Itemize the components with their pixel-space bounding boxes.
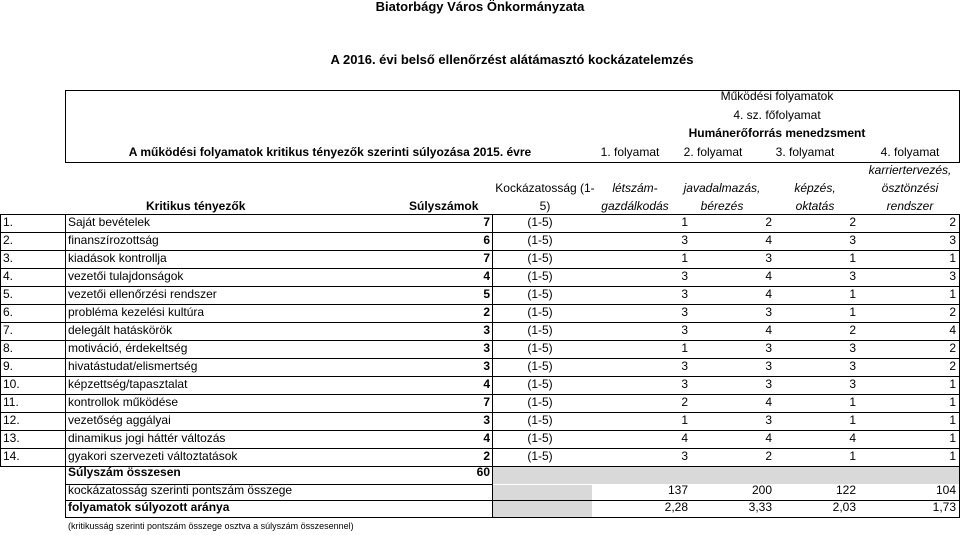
proc-4-value: 1 [949,251,956,265]
proc-2-value: 3 [765,359,772,373]
proc-4-value: 1 [949,431,956,445]
pontszam-value-2: 200 [751,483,772,497]
proc-3-value: 3 [849,269,856,283]
row-number: 14. [3,449,20,463]
proc-4-name-l3: rendszer [886,199,934,213]
row-number: 9. [3,359,14,373]
sulyozott-value-4: 1,73 [932,500,956,514]
row-number: 4. [3,269,14,283]
pontszam-value-4: 104 [935,483,956,497]
proc-2-value: 3 [765,377,772,391]
factor-name: vezetői ellenőrzési rendszer [68,287,217,301]
factor-name: vezetői tulajdonságok [68,269,184,283]
kockazatossag-header-1: Kockázatosság (1- [495,181,595,195]
proc-1-name-l2: létszám- [612,181,658,195]
proc-4-value: 2 [949,341,956,355]
proc-2-value: 3 [765,305,772,319]
sulyszam-osszesen-label: Súlyszám összesen [68,465,181,479]
header-sulyozas-title: A működési folyamatok kritikus tényezők szerinti súlyozása 2015. évre [128,145,532,159]
weight-value: 4 [483,431,490,445]
sulyozott-label: folyamatok súlyozott aránya [68,500,230,514]
factor-name: dinamikus jogi háttér változás [68,431,226,445]
proc-4-value: 1 [949,413,956,427]
proc-2-value: 4 [765,287,772,301]
factor-name: Saját bevételek [68,215,151,229]
proc-1-value: 1 [681,413,688,427]
row-number: 8. [3,341,14,355]
sulyszamok-header: Súlyszámok [409,199,479,213]
row-number: 2. [3,233,14,247]
range-label: (1-5) [527,395,553,409]
proc-1-value: 1 [681,341,688,355]
proc-1-value: 1 [681,215,688,229]
factor-name: gyakori szervezeti változtatások [68,449,238,463]
proc-2-value: 4 [765,323,772,337]
weight-value: 2 [483,449,490,463]
factor-name: motiváció, érdekeltség [68,341,188,355]
proc-3-value: 3 [849,359,856,373]
proc-4-value: 2 [949,305,956,319]
range-label: (1-5) [527,359,553,373]
footnote: (kritikusság szerinti pontszám összege osztva a súlyszám összesennel) [68,521,354,531]
proc-3-value: 3 [849,233,856,247]
factor-name: képzettség/tapasztalat [68,377,188,391]
header-mukodesi: Működési folyamatok [720,89,834,103]
row-number: 6. [3,305,14,319]
proc-2-value: 2 [765,449,772,463]
weight-value: 6 [483,233,490,247]
weight-value: 5 [483,287,490,301]
row-number: 13. [3,431,20,445]
factor-name: hivatástudat/elismertség [68,359,198,373]
range-label: (1-5) [527,431,553,445]
proc-4-value: 1 [949,377,956,391]
proc-1-value: 3 [681,305,688,319]
proc-1-value: 3 [681,377,688,391]
kockazatossag-header-2: 5) [539,199,551,213]
proc-3-value: 3 [849,377,856,391]
proc-3-name-l3: oktatás [795,199,835,213]
range-label: (1-5) [527,233,553,247]
range-label: (1-5) [527,251,553,265]
proc-1-name-l3: gazdálkodás [601,199,669,213]
proc-2-name-l3: bérezés [700,199,744,213]
org-name: Biatorbágy Város Önkormányzata [375,0,585,14]
proc-1-value: 1 [681,251,688,265]
header-humaneroforras: Humánerőforrás menedzsment [688,126,866,140]
factor-name: finanszírozottság [68,233,159,247]
proc-4-value: 3 [949,269,956,283]
proc-1-value: 4 [681,431,688,445]
range-label: (1-5) [527,215,553,229]
row-number: 1. [3,215,14,229]
pontszam-label: kockázatosság szerinti pontszám összege [68,483,293,497]
range-label: (1-5) [527,323,553,337]
proc-3-value: 1 [849,395,856,409]
proc-4-value: 1 [949,449,956,463]
proc-2-value: 3 [765,413,772,427]
factor-name: vezetőség aggályai [68,413,171,427]
proc-4-value: 2 [949,215,956,229]
folyamat-1-label: 1. folyamat [600,145,660,159]
proc-3-value: 2 [849,215,856,229]
proc-2-name-l2: javadalmazás, [683,181,761,195]
row-number: 5. [3,287,14,301]
proc-1-value: 3 [681,323,688,337]
sulyozott-value-2: 3,33 [748,500,772,514]
proc-4-value: 1 [949,287,956,301]
row-number: 3. [3,251,14,265]
factor-name: kiadások kontrollja [68,251,167,265]
doc-title: A 2016. évi belső ellenőrzést alátámasztó kockázatelemzés [330,52,694,67]
proc-4-value: 1 [949,395,956,409]
range-label: (1-5) [527,287,553,301]
proc-1-value: 3 [681,269,688,283]
row-number: 12. [3,413,20,427]
proc-3-value: 2 [849,323,856,337]
row-number: 7. [3,323,14,337]
proc-2-value: 4 [765,431,772,445]
sulyszam-osszesen-value: 60 [476,465,490,479]
factor-name: probléma kezelési kultúra [68,305,205,319]
proc-2-value: 2 [765,215,772,229]
weight-value: 2 [483,305,490,319]
proc-4-value: 2 [949,359,956,373]
proc-3-value: 1 [849,449,856,463]
row-number: 11. [3,395,19,409]
proc-4-name-l2: ösztönzési [881,181,939,195]
proc-3-value: 4 [849,431,856,445]
range-label: (1-5) [527,305,553,319]
weight-value: 3 [483,359,490,373]
proc-1-value: 2 [681,395,688,409]
proc-2-value: 4 [765,269,772,283]
row-number: 10. [3,377,20,391]
proc-2-value: 4 [765,233,772,247]
pontszam-value-3: 122 [835,483,856,497]
range-label: (1-5) [527,449,553,463]
proc-4-value: 4 [949,323,956,337]
sulyozott-value-1: 2,28 [664,500,688,514]
weight-value: 3 [483,341,490,355]
weight-value: 4 [483,377,490,391]
proc-1-value: 3 [681,287,688,301]
weight-value: 7 [483,215,490,229]
proc-3-value: 1 [849,305,856,319]
proc-2-value: 3 [765,251,772,265]
header-fofolyamat: 4. sz. főfolyamat [733,108,821,122]
weight-value: 3 [483,323,490,337]
weight-value: 4 [483,269,490,283]
proc-4-value: 3 [949,233,956,247]
kritikus-tenyezok-header: Kritikus tényezők [146,199,246,213]
range-label: (1-5) [527,413,553,427]
weight-value: 3 [483,413,490,427]
proc-3-value: 3 [849,341,856,355]
proc-3-name-l2: képzés, [794,181,836,195]
sulyozott-value-3: 2,03 [832,500,856,514]
proc-1-value: 3 [681,359,688,373]
proc-2-value: 4 [765,395,772,409]
factor-name: kontrollok működése [68,395,179,409]
proc-4-name-l1: karriertervezés, [868,163,952,177]
weight-value: 7 [483,251,490,265]
range-label: (1-5) [527,269,553,283]
proc-3-value: 1 [849,287,856,301]
proc-3-value: 1 [849,413,856,427]
folyamat-4-label: 4. folyamat [880,145,940,159]
folyamat-2-label: 2. folyamat [683,145,743,159]
proc-1-value: 3 [681,449,688,463]
range-label: (1-5) [527,377,553,391]
proc-2-value: 3 [765,341,772,355]
weight-value: 7 [483,395,490,409]
folyamat-3-label: 3. folyamat [775,145,835,159]
proc-1-value: 3 [681,233,688,247]
pontszam-value-1: 137 [667,483,688,497]
proc-3-value: 1 [849,251,856,265]
factor-name: delegált hatáskörök [68,323,173,337]
range-label: (1-5) [527,341,553,355]
